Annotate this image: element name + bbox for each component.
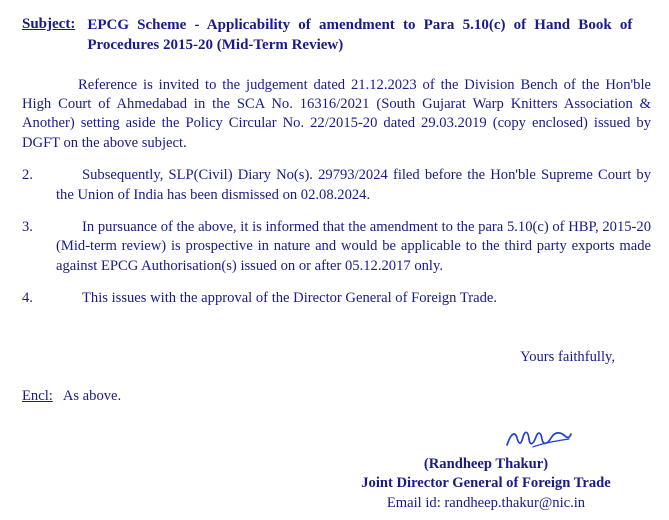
signatory-name: (Randheep Thakur)	[423, 456, 549, 473]
paragraph-4-number: 4.	[22, 290, 33, 307]
paragraph-4-text: This issues with the approval of the Director General of Foreign Trade.	[82, 290, 498, 307]
closing-salutation: Yours faithfully,	[520, 348, 615, 365]
paragraph-4	[22, 289, 651, 308]
paragraph-2-number: 2.	[22, 167, 33, 184]
enclosure-label: Encl:	[22, 387, 53, 404]
enclosure-row	[22, 388, 651, 405]
signature-block	[321, 431, 651, 514]
handwritten-signature-icon	[321, 431, 651, 457]
subject-label: Subject:	[22, 16, 76, 32]
subject-block	[22, 16, 651, 56]
paragraph-3-text: In pursuance of the above, it is informed that the amendment to the para 5.10(c) of HBP, 2015-20 (Mid-term review) is prospective in nature and would be applicable to the third party exports made against EPCG Authorisation(s) issued on or after 05.12.2017 only.	[56, 219, 651, 274]
paragraph-2	[22, 166, 651, 205]
paragraph-3-number: 3.	[22, 219, 33, 236]
enclosure-text: As above.	[62, 387, 122, 404]
paragraph-1: Reference is invited to the judgement dated 21.12.2023 of the Division Bench of the Hon'ble High Court of Ahmedabad in the SCA No. 16316/2021 (South Gujarat Warp Knitters Association & Another) setting aside the Policy Circular No. 22/2015-20 dated 29.03.2019 (copy enclosed) issued by DGFT on the above subject.	[22, 76, 651, 151]
signatory-title: Joint Director General of Foreign Trade	[361, 475, 611, 492]
signatory-email: Email id: randheep.thakur@nic.in	[386, 495, 586, 512]
paragraph-3	[22, 218, 651, 276]
subject-text: EPCG Scheme - Applicability of amendment to Para 5.10(c) of Hand Book of Procedures 2015-20 (Mid-Term Review)	[87, 17, 633, 53]
paragraph-2-text: Subsequently, SLP(Civil) Diary No(s). 29793/2024 filed before the Hon'ble Supreme Court by the Union of India has been dismissed on 02.08.2024.	[56, 167, 651, 203]
